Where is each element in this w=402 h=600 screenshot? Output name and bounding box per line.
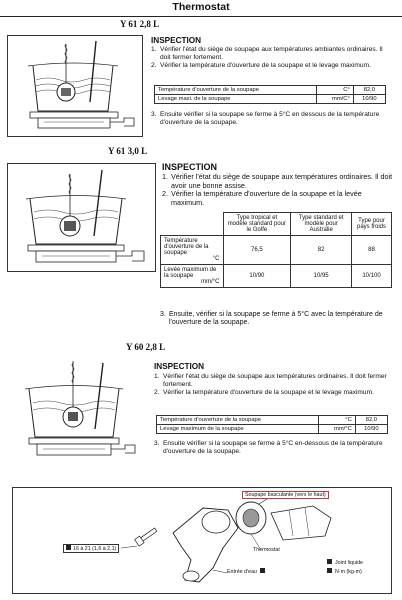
liquid-gasket-icon bbox=[260, 568, 265, 573]
spec-unit: C° bbox=[316, 86, 353, 95]
spec-value: 76,5 bbox=[223, 236, 291, 265]
spec-value: 10/95 bbox=[291, 265, 352, 288]
section1-heading: Y 61 2,8 L bbox=[120, 19, 160, 29]
section3-test-illustration bbox=[9, 359, 142, 462]
section1-test-illustration bbox=[7, 35, 143, 137]
column-header: Type pour pays froids bbox=[351, 213, 391, 236]
section2-inspection-heading: INSPECTION bbox=[162, 162, 218, 172]
column-header: Type tropical et modèle standard pour le Golfe bbox=[223, 213, 291, 236]
row-label: Température d'ouverture de la soupape °C bbox=[161, 236, 224, 265]
section2-steps bbox=[162, 173, 394, 207]
row-label: Levée maximum de la soupape mm/°C bbox=[161, 265, 224, 288]
section1-step-1: 1. Vérifier l'état du siège de soupape aux températures ambiantes ordinaires. Il doit fermer fortement. bbox=[151, 46, 383, 61]
table-row bbox=[155, 86, 386, 95]
page-title: Thermostat bbox=[0, 0, 402, 17]
table-row bbox=[157, 425, 388, 434]
spec-value: 10/90 bbox=[355, 425, 387, 434]
section2-step-1: 1. Vérifier l'état du siège de soupape aux températures ordinaires. Il doit avoir une bonne assise. bbox=[162, 172, 393, 190]
section3-step-1: 1. Vérifier l'état du siège de soupape aux températures ordinaires. Il doit fermer fortement. bbox=[154, 373, 387, 388]
heating-bath-illustration bbox=[9, 359, 142, 462]
section3-spec-table bbox=[156, 415, 388, 434]
spec-unit: °C bbox=[318, 416, 355, 425]
spec-unit: mm/C° bbox=[316, 95, 353, 104]
table-row bbox=[161, 213, 392, 236]
section1-step-2: 2. Vérifier la température d'ouverture de la soupape et le levage maximum. bbox=[151, 61, 371, 69]
section1-spec-table bbox=[154, 85, 386, 104]
spec-value: 10/100 bbox=[351, 265, 391, 288]
water-inlet-label: Entrée d'eau bbox=[227, 568, 265, 575]
table-row bbox=[161, 265, 392, 288]
torque-callout: 16 à 21 (1,6 à 2,1) bbox=[63, 544, 119, 553]
column-header: Type standard et modèle pour Australie bbox=[291, 213, 352, 236]
spec-value: 10/90 bbox=[223, 265, 291, 288]
spec-value: 82 bbox=[291, 236, 352, 265]
table-row bbox=[155, 95, 386, 104]
empty-header-cell bbox=[161, 213, 224, 236]
exploded-view-drawing bbox=[13, 488, 391, 593]
table-row bbox=[157, 416, 388, 425]
section2-spec-table bbox=[160, 212, 392, 288]
spec-label: Levage maximum de la soupape bbox=[157, 425, 319, 434]
thermostat-label: Thermostat bbox=[253, 547, 280, 553]
thermostat-exploded-diagram bbox=[12, 487, 392, 594]
spec-label: Température d'ouverture de la soupape bbox=[157, 416, 319, 425]
section3-note: 3. Ensuite vérifier si la soupape se ferme à 5°C en-dessous de la température d'ouverture de la soupape. bbox=[154, 440, 383, 455]
torque-icon bbox=[66, 545, 71, 550]
heating-bath-illustration bbox=[8, 164, 155, 271]
section2-note: 3. Ensuite, vérifier si la soupape se ferme à 5°C avec la température de l'ouverture de la soupape. bbox=[160, 311, 383, 327]
legend-liquid-gasket: Joint liquide bbox=[327, 559, 363, 566]
torque-legend-icon bbox=[327, 568, 332, 573]
table-row bbox=[161, 236, 392, 265]
spec-label: Température d'ouverture de la soupape bbox=[155, 86, 317, 95]
spec-value: 10/90 bbox=[353, 95, 385, 104]
legend-torque: N·m (kg-m) bbox=[327, 568, 362, 575]
valve-callout: Soupape basculante (vers le haut) bbox=[242, 491, 329, 499]
spec-label: Levage maxi. de la soupape bbox=[155, 95, 317, 104]
section3-step-2: 2. Vérifier la température d'ouverture de la soupape et le levage maximum. bbox=[154, 388, 374, 396]
spec-unit: mm/°C bbox=[318, 425, 355, 434]
spec-value: 82,0 bbox=[353, 86, 385, 95]
section2-step-2: 2. Vérifier la température d'ouverture de la soupape et la levée maximum. bbox=[162, 189, 362, 207]
section3-heading: Y 60 2,8 L bbox=[126, 342, 166, 352]
section1-note: 3. Ensuite vérifier si la soupape se ferme à 5°C en dessous de la température d'ouverture de la soupape. bbox=[151, 111, 380, 126]
spec-value: 88 bbox=[351, 236, 391, 265]
spec-value: 82,0 bbox=[355, 416, 387, 425]
section1-inspection-heading: INSPECTION bbox=[151, 36, 202, 45]
section1-steps bbox=[151, 46, 391, 69]
section2-test-illustration bbox=[7, 163, 156, 272]
heating-bath-illustration bbox=[8, 36, 142, 136]
section3-steps bbox=[154, 373, 390, 396]
section2-heading: Y 61 3,0 L bbox=[108, 146, 148, 156]
liquid-gasket-legend-icon bbox=[327, 559, 332, 564]
section3-inspection-heading: INSPECTION bbox=[154, 362, 205, 371]
